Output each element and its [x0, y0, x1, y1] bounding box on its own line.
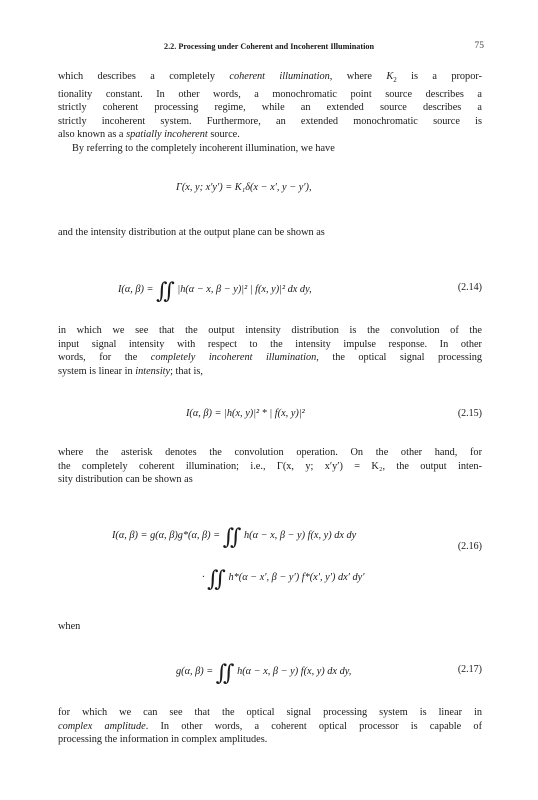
- text-line: the completely coherent illumination; i.e., Γ(x, y; x′y′) = K₂, the output inten-: [58, 460, 482, 472]
- text-line: complex amplitude. In other words, a coherent optical processor is capable of: [58, 720, 483, 732]
- equation-2-15: I(α, β) = |h(x, y)|² * | f(x, y)|²: [186, 408, 305, 419]
- eq-lhs: I(α, β) = g(α, β)g*(α, β) =: [112, 530, 221, 541]
- text-line: By referring to the completely incoherent illumination, we have: [72, 143, 335, 155]
- text-line: system is linear in intensity; that is,: [58, 365, 204, 377]
- text-line: in which we see that the output intensity distribution is the convolution of the: [58, 325, 482, 336]
- text-line: for which we can see that the optical signal processing system is linear in: [58, 707, 482, 718]
- equation-2-16-line1: [112, 524, 356, 550]
- text-line: input signal intensity with respect to the intensity impulse response. In other: [58, 338, 482, 350]
- equation-1: Γ(x, y; x′y′) = K₁δ(x − x′, y − y′),: [176, 182, 312, 193]
- double-integral-icon: ∬: [222, 524, 242, 549]
- text-line: when: [58, 621, 81, 632]
- text-line: which describes a completely coherent illumination, where $K_2$ is a propor-: [58, 71, 482, 85]
- text-line: also known as a spatially incoherent source.: [58, 129, 240, 141]
- text-line: and the intensity distribution at the output plane can be shown as: [58, 227, 325, 238]
- eq-lhs: I(α, β) =: [118, 284, 154, 295]
- running-header: [52, 42, 486, 56]
- eq-lhs: g(α, β) =: [176, 666, 214, 677]
- text-line: where the asterisk denotes the convolution operation. On the other hand, for: [58, 447, 482, 458]
- text-line: strictly incoherent system. Furthermore, an extended monochromatic source is: [58, 115, 482, 127]
- double-integral-icon: ∬: [156, 278, 175, 303]
- paragraph-6: [58, 706, 482, 747]
- eq-rhs: h(α − x, β − y) f(x, y) dx dy,: [237, 666, 352, 677]
- paragraph-5: [58, 620, 482, 634]
- eq-rhs: h*(α − x′, β − y′) f*(x′, y′) dx′ dy′: [228, 572, 365, 583]
- double-integral-icon: ∬: [215, 660, 235, 685]
- equation-2-16-line2: [202, 566, 364, 592]
- text-line: processing the information in complex amplitudes.: [58, 734, 268, 746]
- equation-number: (2.14): [457, 282, 482, 293]
- equation-2-17: [176, 660, 351, 686]
- text-line: words, for the completely incoherent illumination, the optical signal processing: [58, 352, 482, 364]
- eq-rhs: h(α − x, β − y) f(x, y) dx dy: [244, 530, 357, 541]
- eq-rhs: |h(α − x, β − y)|² | f(x, y)|² dx dy,: [177, 284, 312, 295]
- eq-dot: ·: [202, 572, 205, 583]
- paragraph-4: [58, 446, 482, 487]
- paragraph-2: [58, 226, 482, 240]
- double-integral-icon: ∬: [207, 566, 226, 591]
- equation-number: (2.17): [457, 664, 482, 675]
- paragraph-3: [58, 324, 482, 378]
- header-title: 2.2. Processing under Coherent and Incoherent Illumination: [163, 42, 375, 51]
- page-number: 75: [474, 41, 484, 51]
- equation-number: (2.15): [457, 408, 482, 419]
- text-line: tionality constant. In other words, a monochromatic point source describes a: [58, 88, 482, 100]
- text-line: sity distribution can be shown as: [58, 474, 193, 486]
- paragraph-1: [58, 70, 482, 156]
- text-line: strictly coherent processing regime, while an extended source describes a: [58, 102, 482, 114]
- equation-2-14: [118, 278, 312, 304]
- equation-number: (2.16): [457, 541, 482, 552]
